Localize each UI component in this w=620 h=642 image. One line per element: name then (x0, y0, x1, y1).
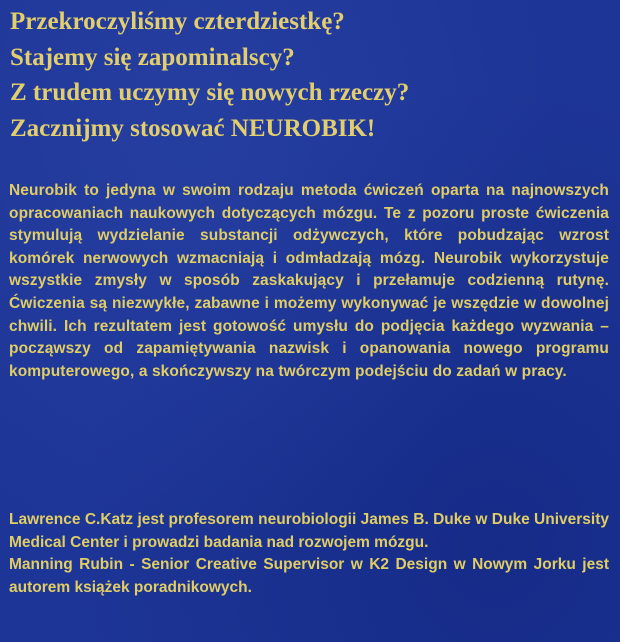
author-bio-katz: Lawrence C.Katz jest profesorem neurobiologii James B. Duke w Duke University Medical Center i prowadzi badania nad rozwojem mózgu. (9, 511, 609, 551)
headline-line-3: Z trudem uczymy się nowych rzeczy? (10, 79, 410, 106)
headline (10, 4, 610, 146)
headline-line-1: Przekroczyliśmy czterdziestkę? (10, 8, 345, 35)
headline-line-2: Stajemy się zapominalscy? (10, 43, 295, 71)
headline-line-4: Zacznijmy stosować NEUROBIK! (10, 114, 376, 142)
book-description: Neurobik to jedyna w swoim rodzaju metoda ćwiczeń oparta na najnowszych opracowaniach naukowych dotyczących mózgu. Te z pozoru proste ćwiczenia stymulują wydzielanie substancji odżywczych, które pobudzając wzrost komórek nerwowych wzmacniają i odmładzają mózg. Neurobik wykorzystuje wszystkie zmysły w sposób zaskakujący i przełamuje codzienną rutynę. Ćwiczenia są niezwykłe, zabawne i możemy wykonywać je wszędzie w dowolnej chwili. Ich rezultatem jest gotowość umysłu do podjęcia każdego wyzwania – począwszy od zapamiętywania nazwisk i opanowania nowego programu komputerowego, a skończywszy na twórczym podejściu do zadań w pracy. (9, 182, 609, 380)
authors-section (9, 509, 609, 599)
author-bio-rubin: Manning Rubin - Senior Creative Supervisor w K2 Design w Nowym Jorku jest autorem książek poradnikowych. (9, 556, 609, 596)
